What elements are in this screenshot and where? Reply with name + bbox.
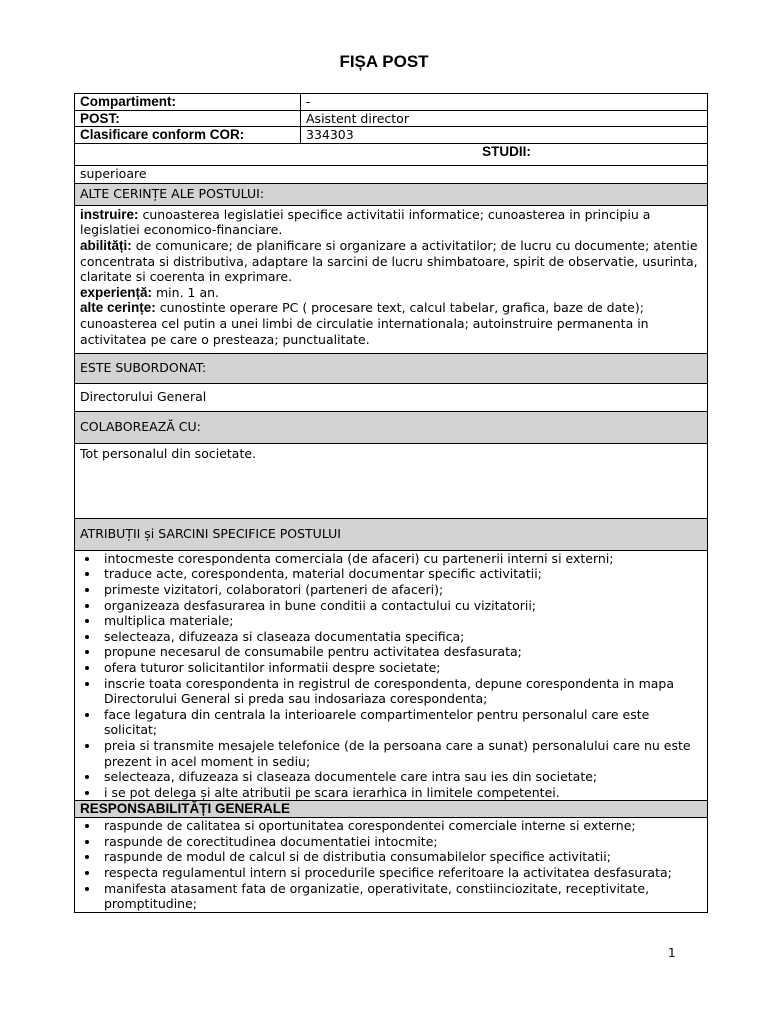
compartiment-value: - xyxy=(301,94,708,111)
page-number: 1 xyxy=(668,946,676,960)
list-item: • organizeaza desfasurarea in bune conditii a contactului cu vizitatorii; xyxy=(100,598,702,614)
list-item: • respecta regulamentul intern si procedurile specifice referitoare la activitatea desfasurata; xyxy=(100,865,702,881)
list-item: • intocmeste corespondenta comerciala (de afaceri) cu partenerii interni si externi; xyxy=(100,551,702,567)
alte-text: cunostinte operare PC ( procesare text, calcul tabelar, grafica, baze de date); cunoasterea cel putin a unei limbi de circulatie internationala; autoinstruire permanenta in activitatea pe care o presteaza; punctualitate. xyxy=(80,300,649,347)
row-responsabilitati-body xyxy=(75,818,708,913)
subordonat-value: Directorului General xyxy=(75,383,708,411)
post-label: POST: xyxy=(75,110,301,127)
row-compartiment xyxy=(75,94,708,111)
list-item: • traduce acte, corespondenta, material documentar specific activitatii; xyxy=(100,566,702,582)
row-studii-value xyxy=(75,165,708,183)
atributii-heading: ATRIBUȚII și SARCINI SPECIFICE POSTULUI xyxy=(75,518,708,550)
experienta-label: experiență: xyxy=(80,284,153,300)
responsabilitati-heading-text: RESPONSABILITĂȚI GENERALE xyxy=(80,801,291,817)
alte-label: alte cerințe: xyxy=(80,300,156,316)
list-item: • raspunde de modul de calcul si de distributia consumabilelor specifice activitatii; xyxy=(100,849,702,865)
row-atributii-body xyxy=(75,550,708,801)
abilitati-text: de comunicare; de planificare si organizare a activitatilor; de lucru cu documente; atentie concentrata si distributiva, adaptare la sarcini de lucru shimbatoare, spirit de observatie, usurinta, claritate si coerenta in exprimare. xyxy=(80,237,698,285)
row-alte-cerinte-heading xyxy=(75,183,708,205)
abilitati-paragraph xyxy=(80,238,702,285)
row-alte-cerinte-body xyxy=(75,205,708,353)
colaboreaza-value: Tot personalul din societate. xyxy=(75,443,708,518)
list-item: • manifesta atasament fata de organizatie, operativitate, constiinciozitate, receptivitate, promptitudine; xyxy=(100,881,702,912)
row-atributii-heading xyxy=(75,518,708,550)
list-item: • raspunde de calitatea si oportunitatea corespondentei comerciale interne si externe; xyxy=(100,818,702,834)
studii-value: superioare xyxy=(75,165,708,183)
job-description-table xyxy=(74,93,708,913)
list-item: • face legatura din centrala la interioarele compartimentelor pentru personalul care este solicitat; xyxy=(100,707,702,738)
atributii-list xyxy=(77,551,702,801)
list-item: • selecteaza, difuzeaza si claseaza documentele care intra sau ies din societate; xyxy=(100,769,702,785)
studii-heading-text: STUDII: xyxy=(482,143,531,159)
subordonat-heading: ESTE SUBORDONAT: xyxy=(75,353,708,383)
studii-heading xyxy=(75,143,708,165)
list-item: • primeste vizitatori, colaboratori (parteneri de afaceri); xyxy=(100,582,702,598)
responsabilitati-list xyxy=(77,818,702,912)
alte-paragraph xyxy=(80,300,702,347)
row-studii-heading xyxy=(75,143,708,165)
row-colaboreaza-heading xyxy=(75,411,708,443)
row-colaboreaza-value xyxy=(75,443,708,518)
list-item: • selecteaza, difuzeaza si claseaza documentatia specifica; xyxy=(100,629,702,645)
row-post xyxy=(75,110,708,127)
row-subordonat-value xyxy=(75,383,708,411)
list-item: • raspunde de corectitudinea documentatiei intocmite; xyxy=(100,834,702,850)
responsabilitati-heading xyxy=(75,801,708,818)
list-item: • inscrie toata corespondenta in registrul de corespondenta, depune corespondenta in mapa Directorului General si preda sau indosariaza corespondenta; xyxy=(100,676,702,707)
colaboreaza-heading: COLABOREAZĂ CU: xyxy=(75,411,708,443)
post-value: Asistent director xyxy=(301,110,708,127)
abilitati-label: abilități: xyxy=(80,237,132,253)
row-cor xyxy=(75,127,708,144)
alte-cerinte-heading: ALTE CERINȚE ALE POSTULUI: xyxy=(75,183,708,205)
list-item: • propune necesarul de consumabile pentru activitatea desfasurata; xyxy=(100,644,702,660)
experienta-text: min. 1 an. xyxy=(152,284,220,300)
list-item: • i se pot delega și alte atributii pe scara ierarhica in limitele competentei. xyxy=(100,785,702,801)
experienta-paragraph xyxy=(80,285,702,301)
compartiment-label: Compartiment: xyxy=(75,94,301,111)
cor-label: Clasificare conform COR: xyxy=(75,127,301,144)
list-item: • preia si transmite mesajele telefonice (de la persoana care a sunat) personalului care nu este prezent in acel moment in sediu; xyxy=(100,738,702,769)
instruire-label: instruire: xyxy=(80,206,139,222)
document-title: FIȘA POST xyxy=(339,52,429,71)
row-subordonat-heading xyxy=(75,353,708,383)
list-item: • multiplica materiale; xyxy=(100,613,702,629)
row-responsabilitati-heading xyxy=(75,801,708,818)
list-item: • ofera tuturor solicitantilor informatii despre societate; xyxy=(100,660,702,676)
responsabilitati-body xyxy=(75,818,708,913)
atributii-body xyxy=(75,550,708,801)
instruire-text: cunoasterea legislatiei specifice activitatii informatice; cunoasterea in principiu a legislatiei economico-financiare. xyxy=(80,206,651,238)
instruire-paragraph xyxy=(80,207,702,238)
cor-value: 334303 xyxy=(301,127,708,144)
alte-cerinte-body xyxy=(75,205,708,353)
